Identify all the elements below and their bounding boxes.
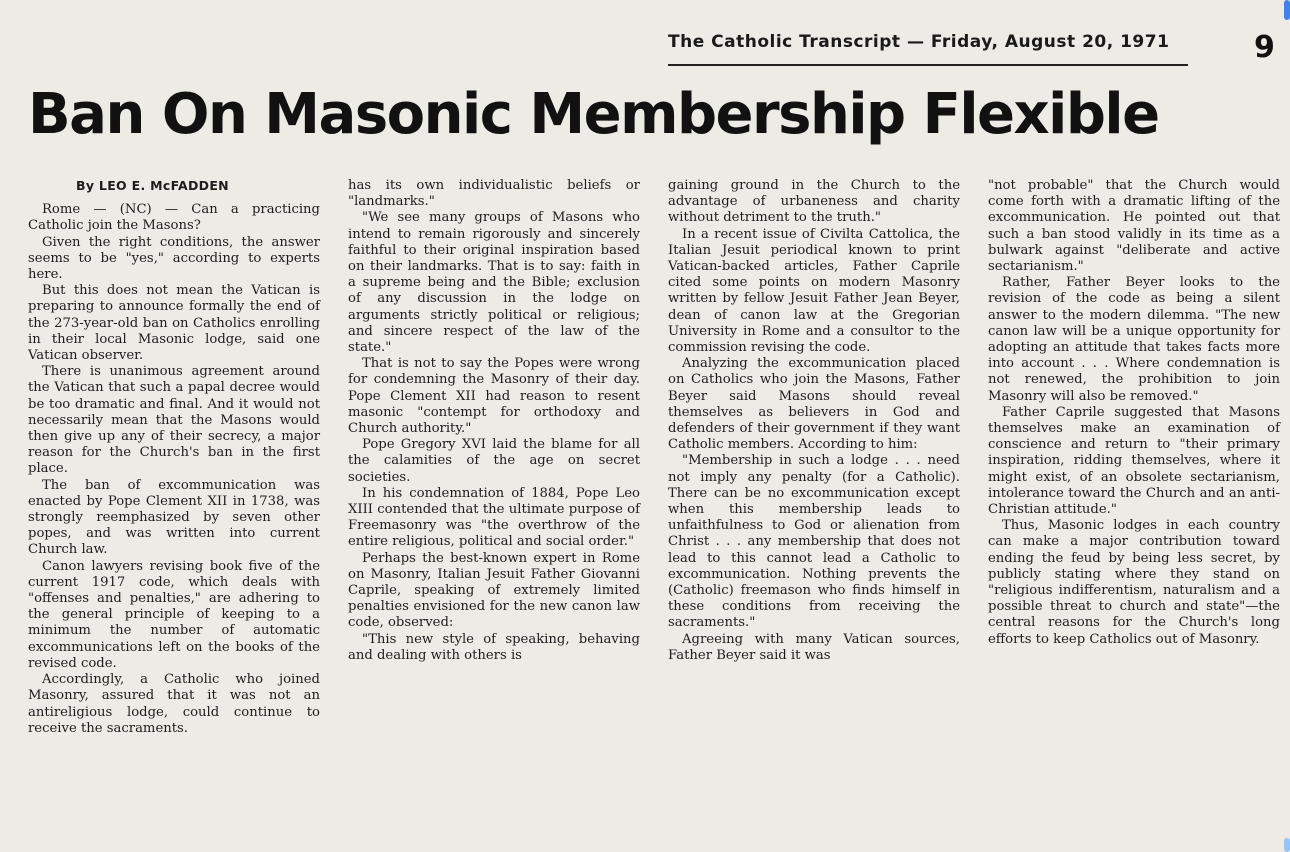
scrollbar-indicator (1284, 0, 1290, 20)
masthead (668, 30, 1188, 66)
paragraph: In a recent issue of Civilta Cattolica, the Italian Jesuit periodical known to print Vatican-backed articles, Father Caprile cited some points on modern Masonry written by fellow Jesuit Father Jean Beyer, dean of canon law at the Gregorian University in Rome and a consultor to the commission revising the code. (668, 226, 960, 356)
paragraph: "This new style of speaking, behaving and dealing with others is (348, 631, 640, 663)
masthead-text: The Catholic Transcript — Friday, August 20, 1971 (668, 32, 1170, 52)
page-number: 9 (1254, 30, 1275, 65)
article-column-4 (988, 178, 1280, 648)
headline: Ban On Masonic Membership Flexible (28, 82, 1159, 147)
paragraph: But this does not mean the Vatican is preparing to announce formally the end of the 273-year-old ban on Catholics enrolling in their local Masonic lodge, said one Vatican observer. (28, 283, 320, 364)
paragraph: The ban of excommunication was enacted by Pope Clement XII in 1738, was strongly reemphasized by seven other popes, and was written into current Church law. (28, 477, 320, 558)
article-column-1 (28, 178, 320, 737)
paragraph: Agreeing with many Vatican sources, Father Beyer said it was (668, 631, 960, 663)
paragraph: has its own individualistic beliefs or "landmarks." (348, 178, 640, 210)
paragraph: Father Caprile suggested that Masons themselves make an examination of conscience and return to "their primary inspiration, ridding themselves, where it might exist, of an obsolete sectarianism, intolerance toward the Church and an anti-Christian attitude." (988, 404, 1280, 518)
paragraph: "We see many groups of Masons who intend to remain rigorously and sincerely faithful to their original inspiration based on their landmarks. That is to say: faith in a supreme being and the Bible; exclusion of any discussion in the lodge on arguments strictly political or religious; and sincere respect of the law of the state." (348, 210, 640, 356)
paragraph: Perhaps the best-known expert in Rome on Masonry, Italian Jesuit Father Giovanni Caprile, speaking of extremely limited penalties envisioned for the new canon law code, observed: (348, 550, 640, 631)
paragraph: Canon lawyers revising book five of the current 1917 code, which deals with "offenses and penalties," are adhering to the general principle of keeping to a minimum the number of automatic excommunications left on the books of the revised code. (28, 558, 320, 671)
paragraph: Pope Gregory XVI laid the blame for all the calamities of the age on secret societies. (348, 437, 640, 485)
paragraph: Accordingly, a Catholic who joined Masonry, assured that it was not an antireligious lodge, could continue to receive the sacraments. (28, 672, 320, 736)
scrollbar-indicator-bottom (1284, 838, 1290, 852)
paragraph: gaining ground in the Church to the advantage of urbaneness and charity without detriment to the truth." (668, 178, 960, 226)
byline: By LEO E. McFADDEN (76, 178, 229, 193)
paragraph: Rather, Father Beyer looks to the revision of the code as being a silent answer to the modern dilemma. "The new canon law will be a unique opportunity for adopting an attitude that takes facts more into account . . . Where condemnation is not renewed, the prohibition to join Masonry will also be removed." (988, 275, 1280, 404)
paragraph: Rome — (NC) — Can a practicing Catholic join the Masons? (28, 202, 320, 234)
paragraph: "Membership in such a lodge . . . need not imply any penalty (for a Catholic). There can be no excommunication except when this membership leads to unfaithfulness to God or alienation from Christ . . . any membership that does not lead to this cannot lead a Catholic to excommunication. Nothing prevents the (Catholic) freemason who finds himself in these conditions from receiving the sacraments." (668, 453, 960, 631)
paragraph: Thus, Masonic lodges in each country can make a major contribution toward ending the feud by being less secret, by publicly stating where they stand on "religious indifferentism, naturalism and a possible threat to church and state"—the central reasons for the Church's long efforts to keep Catholics out of Masonry. (988, 518, 1280, 647)
article-column-3 (668, 178, 960, 664)
paragraph: That is not to say the Popes were wrong for condemning the Masonry of their day. Pope Clement XII had reason to resent masonic "contempt for orthodoxy and Church authority." (348, 356, 640, 437)
paragraph: In his condemnation of 1884, Pope Leo XIII contended that the ultimate purpose of Freemasonry was "the overthrow of the entire religious, political and social order." (348, 485, 640, 550)
paragraph: "not probable" that the Church would come forth with a dramatic lifting of the excommunication. He pointed out that such a ban stood validly in its time as a bulwark against "deliberate and active sectarianism." (988, 178, 1280, 275)
paragraph: Analyzing the excommunication placed on Catholics who join the Masons, Father Beyer said Masons should reveal themselves as believers in God and defenders of their government if they want Catholic members. According to him: (668, 356, 960, 453)
article-column-2 (348, 178, 640, 664)
paragraph: Given the right conditions, the answer seems to be "yes," according to experts here. (28, 234, 320, 283)
paragraph: There is unanimous agreement around the Vatican that such a papal decree would be too dramatic and final. And it would not necessarily mean that the Masons would then give up any of their secrecy, a major reason for the Church's ban in the first place. (28, 364, 320, 477)
